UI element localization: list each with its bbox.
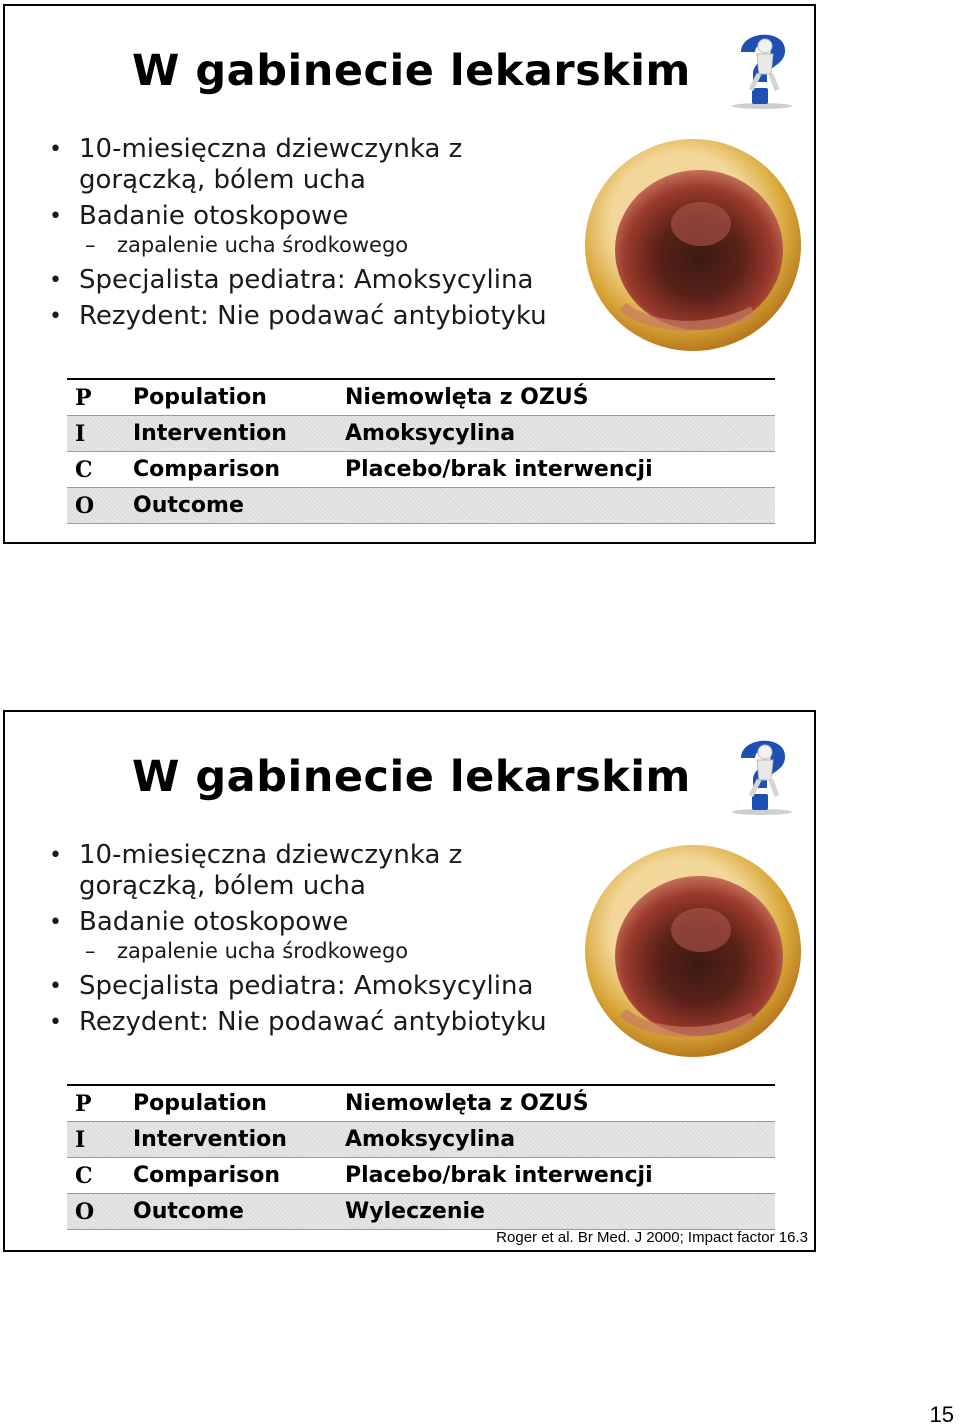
slide-2 — [3, 710, 816, 1252]
pico-row — [67, 452, 775, 488]
bullet-item: • Specjalista pediatra: Amoksycylina — [45, 265, 585, 296]
bullet-item: • Rezydent: Nie podawać antybiotyku — [45, 301, 585, 332]
pico-value: Niemowlęta z OZUŚ — [345, 1091, 589, 1116]
slide-title: W gabinecie lekarskim — [132, 46, 691, 96]
pico-term: Comparison — [133, 457, 281, 482]
question-mark-person-icon — [721, 730, 803, 816]
pico-value: Amoksycylina — [345, 421, 516, 446]
slide-1 — [3, 4, 816, 544]
pico-table — [67, 378, 775, 524]
pico-term: Outcome — [133, 1199, 244, 1224]
otoscope-eardrum-image — [583, 842, 803, 1060]
pico-letter: O — [75, 1198, 95, 1225]
otoscope-eardrum-image — [583, 136, 803, 354]
pico-row — [67, 1158, 775, 1194]
page-number: 15 — [929, 1402, 954, 1427]
pico-value: Niemowlęta z OZUŚ — [345, 385, 589, 410]
pico-term: Population — [133, 385, 267, 410]
pico-term: Comparison — [133, 1163, 281, 1188]
pico-value: Wyleczenie — [345, 1199, 485, 1224]
slide-title: W gabinecie lekarskim — [132, 752, 691, 802]
pico-row — [67, 1086, 775, 1122]
pico-letter: P — [75, 384, 92, 411]
pico-letter: P — [75, 1090, 92, 1117]
question-mark-person-icon — [721, 24, 803, 110]
pico-letter: C — [75, 456, 93, 483]
pico-row — [67, 416, 775, 452]
pico-letter: C — [75, 1162, 93, 1189]
sub-bullet-item: – zapalenie ucha środkowego — [45, 937, 585, 965]
bullet-item: • Badanie otoskopowe — [45, 201, 585, 232]
pico-table — [67, 1084, 775, 1230]
bullet-item: • Specjalista pediatra: Amoksycylina — [45, 971, 585, 1002]
pico-row — [67, 380, 775, 416]
pico-row — [67, 1122, 775, 1158]
bullet-item: • 10-miesięczna dziewczynka z gorączką, bólem ucha — [45, 134, 585, 196]
pico-value: Amoksycylina — [345, 1127, 516, 1152]
pico-value: Placebo/brak interwencji — [345, 1163, 653, 1188]
pico-term: Population — [133, 1091, 267, 1116]
pico-letter: I — [75, 1126, 86, 1153]
citation: Roger et al. Br Med. J 2000; Impact factor 16.3 — [496, 1229, 808, 1246]
pico-value: Placebo/brak interwencji — [345, 457, 653, 482]
pico-row — [67, 1194, 775, 1230]
pico-term: Intervention — [133, 421, 287, 446]
pico-term: Outcome — [133, 493, 244, 518]
bullet-item: • Badanie otoskopowe — [45, 907, 585, 938]
pico-row — [67, 488, 775, 524]
bullet-list — [45, 134, 585, 337]
pico-letter: I — [75, 420, 86, 447]
bullet-item: • Rezydent: Nie podawać antybiotyku — [45, 1007, 585, 1038]
pico-letter: O — [75, 492, 95, 519]
sub-bullet-item: – zapalenie ucha środkowego — [45, 231, 585, 259]
bullet-item: • 10-miesięczna dziewczynka z gorączką, bólem ucha — [45, 840, 585, 902]
pico-term: Intervention — [133, 1127, 287, 1152]
bullet-list — [45, 840, 585, 1043]
